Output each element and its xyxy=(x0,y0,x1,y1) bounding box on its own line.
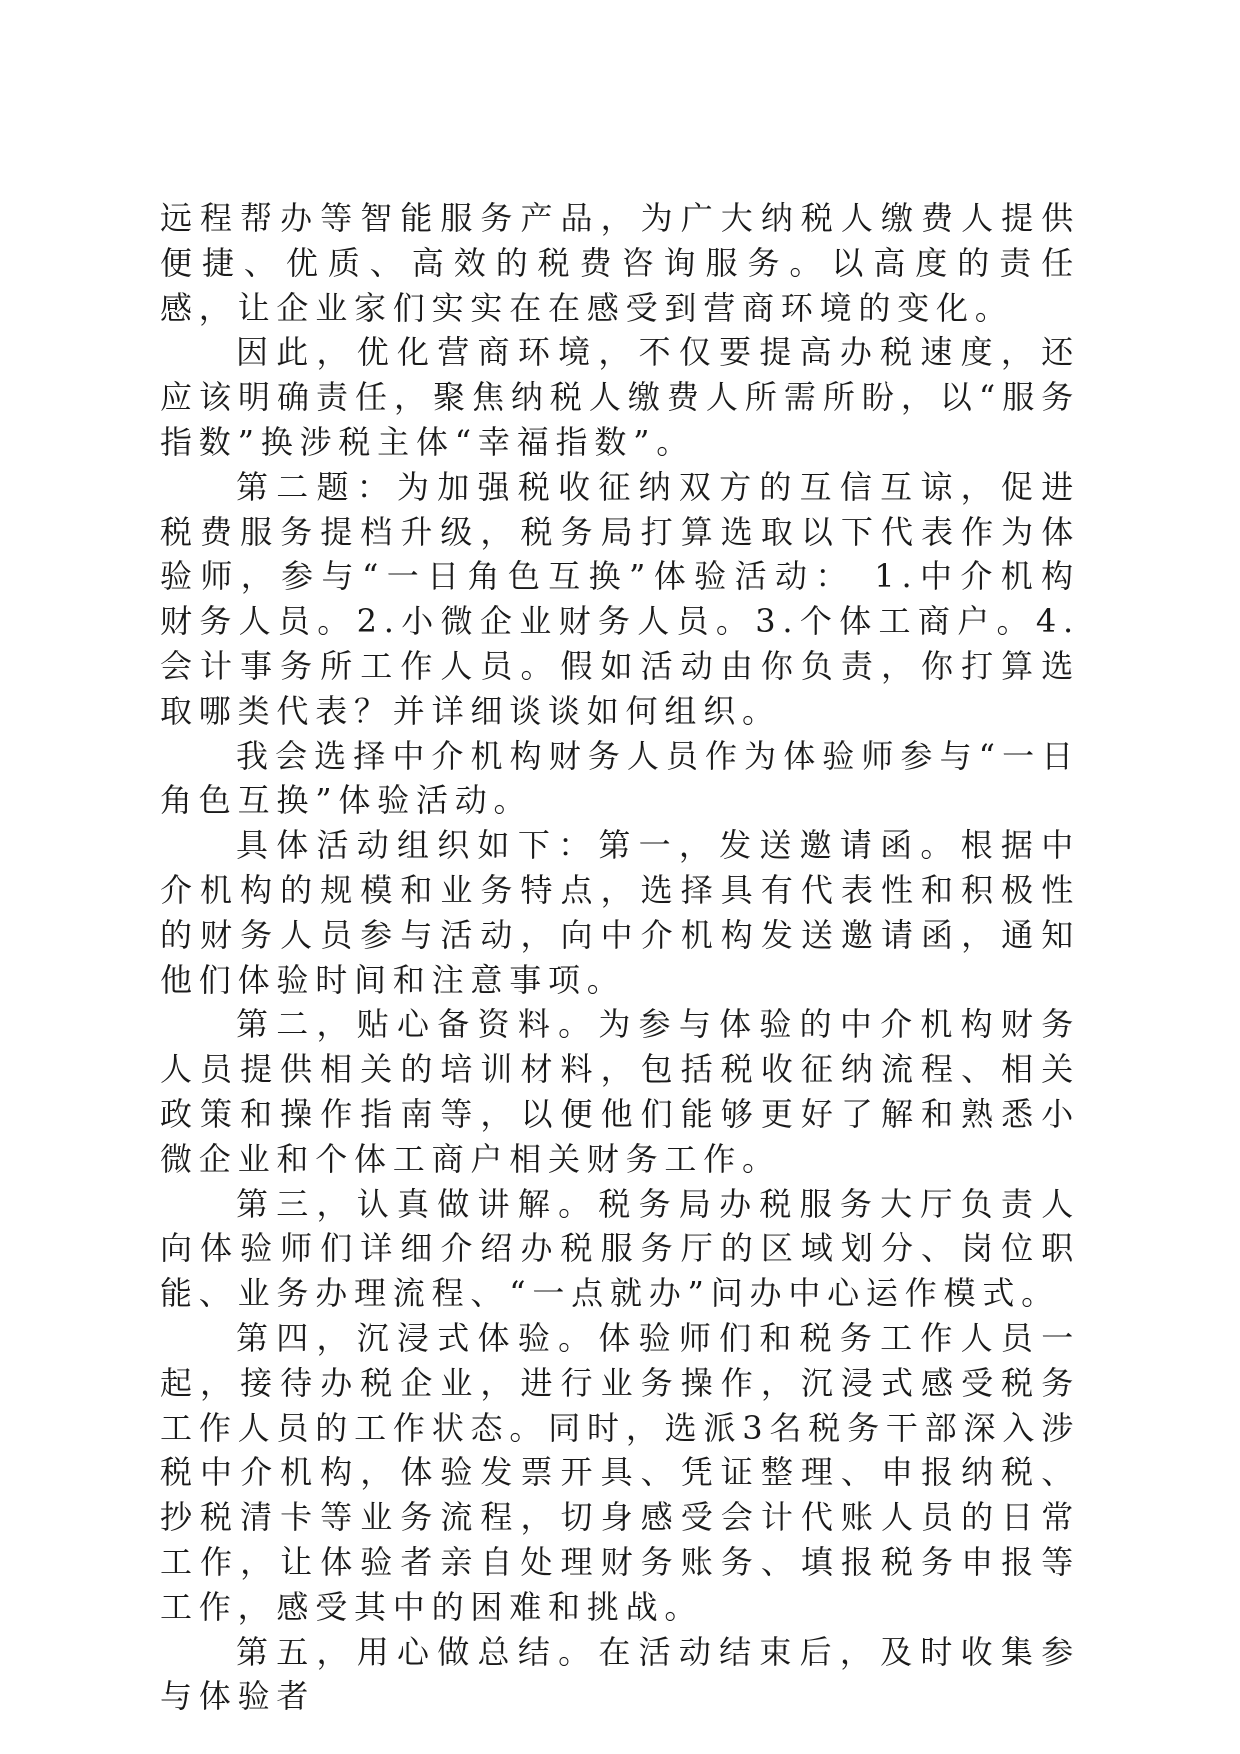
paragraph-choice: 我会选择中介机构财务人员作为体验师参与“一日角色互换”体验活动。 xyxy=(160,736,1080,820)
paragraph-question-two: 第二题：为加强税收征纳双方的互信互谅，促进税费服务提档升级，税务局打算选取以下代表作为体验师，参与“一日角色互换”体验活动： 1.中介机构财务人员。2.小微企业财务人员。3.个体工商户。4.会计事务所工作人员。假如活动由你负责，你打算选取哪类代表？并详细谈谈如何组织。 xyxy=(160,467,1080,730)
paragraph-conclusion: 因此，优化营商环境，不仅要提高办税速度，还应该明确责任，聚焦纳税人缴费人所需所盼，以“服务指数”换涉税主体“幸福指数”。 xyxy=(160,333,1080,461)
paragraph-step-one: 具体活动组织如下：第一，发送邀请函。根据中介机构的规模和业务特点，选择具有代表性和积极性的财务人员参与活动，向中介机构发送邀请函，通知他们体验时间和注意事项。 xyxy=(160,826,1080,999)
paragraph-step-two: 第二，贴心备资料。为参与体验的中介机构财务人员提供相关的培训材料，包括税收征纳流程、相关政策和操作指南等，以便他们能够更好了解和熟悉小微企业和个体工商户相关财务工作。 xyxy=(160,1005,1080,1178)
document-page xyxy=(160,196,1080,1719)
paragraph-continuation: 远程帮办等智能服务产品，为广大纳税人缴费人提供便捷、优质、高效的税费咨询服务。以高度的责任感，让企业家们实实在在感受到营商环境的变化。 xyxy=(160,199,1080,327)
paragraph-step-three: 第三，认真做讲解。税务局办税服务大厅负责人向体验师们详细介绍办税服务厅的区域划分、岗位职能、业务办理流程、“一点就办”问办中心运作模式。 xyxy=(160,1184,1080,1313)
paragraph-step-four: 第四，沉浸式体验。体验师们和税务工作人员一起，接待办税企业，进行业务操作，沉浸式感受税务工作人员的工作状态。同时，选派3名税务干部深入涉税中介机构，体验发票开具、凭证整理、申报纳税、抄税清卡等业务流程，切身感受会计代账人员的日常工作，让体验者亲自处理财务账务、填报税务申报等工作，感受其中的困难和挑战。 xyxy=(160,1318,1080,1626)
paragraph-step-five: 第五，用心做总结。在活动结束后，及时收集参与体验者 xyxy=(160,1632,1080,1716)
